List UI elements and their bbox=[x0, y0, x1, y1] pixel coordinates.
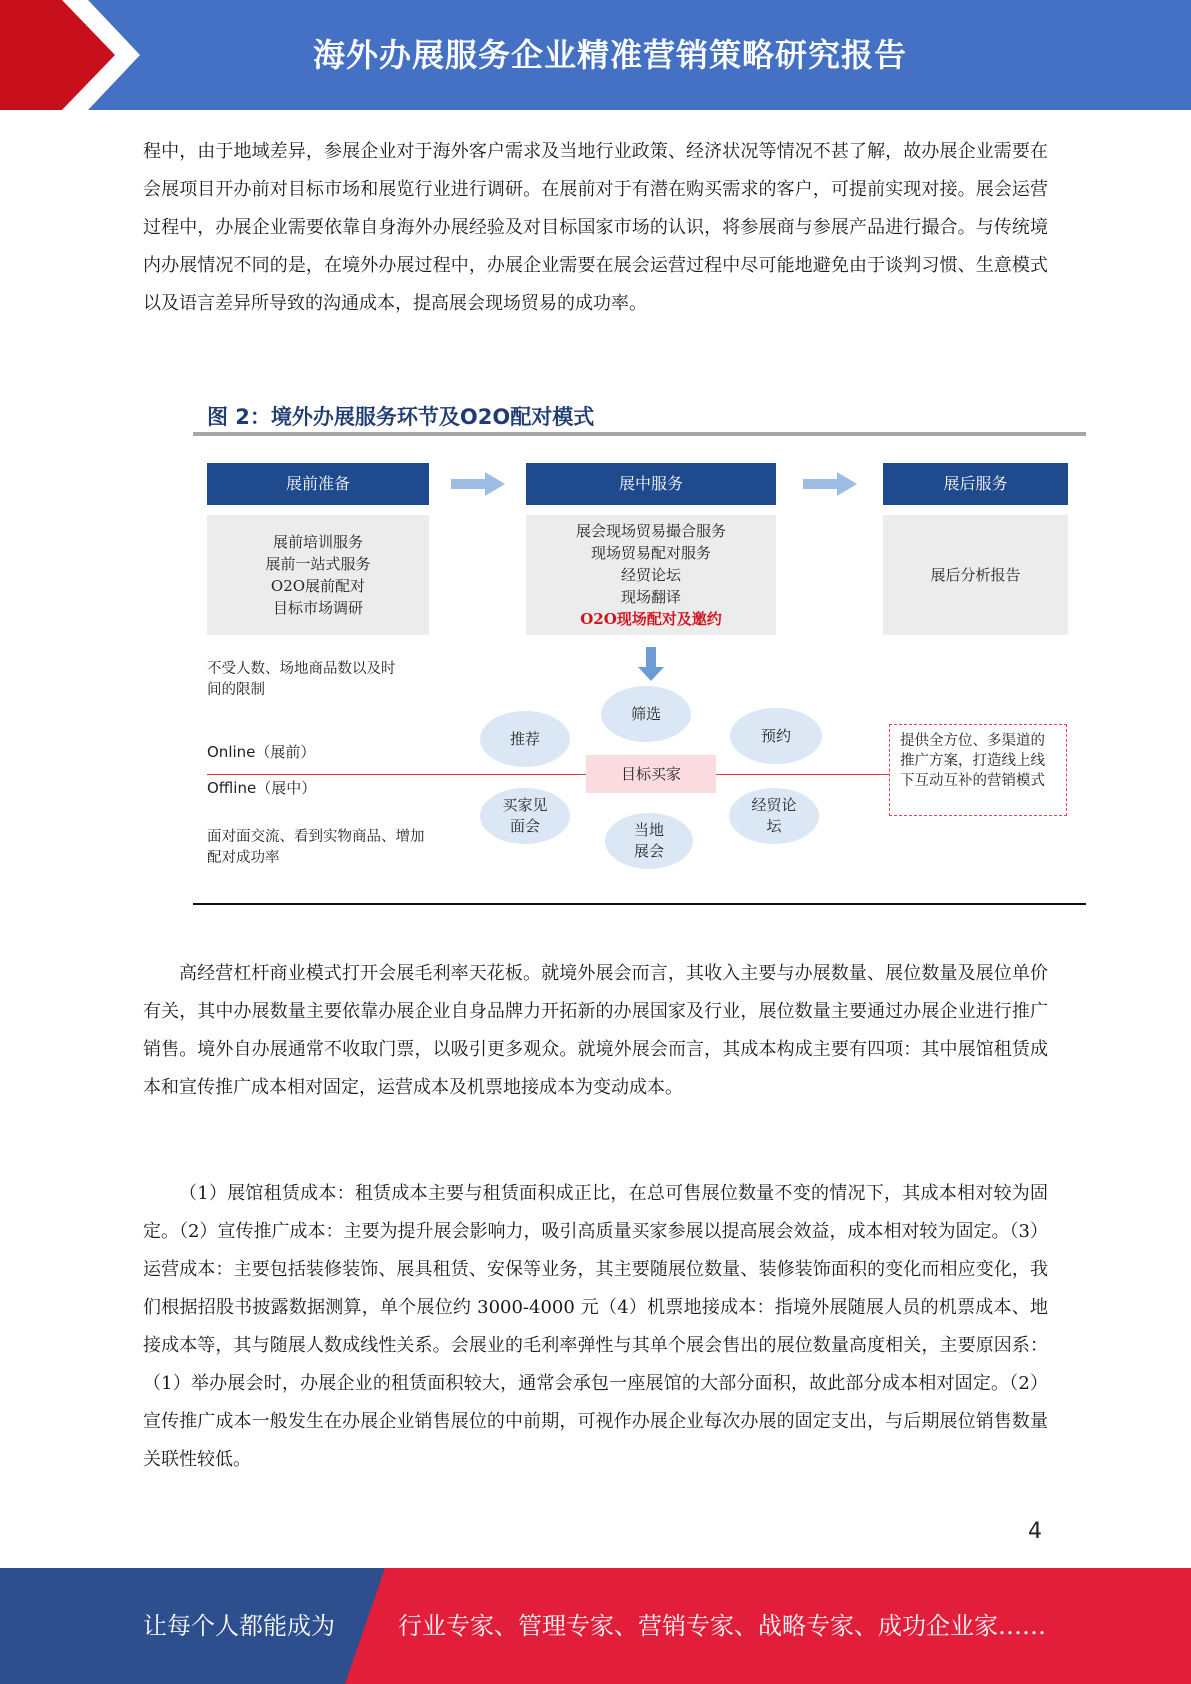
footer-slogan-left: 让每个人都能成为 bbox=[143, 1612, 335, 1640]
page-footer bbox=[0, 1568, 1191, 1684]
down-arrow-icon bbox=[638, 647, 664, 681]
bubble-reserve: 预约 bbox=[730, 708, 822, 764]
figure-title: 图 2：境外办展服务环节及O2O配对模式 bbox=[207, 405, 595, 429]
stage-header-post-show: 展后服务 bbox=[883, 463, 1068, 505]
offline-note: 面对面交流、看到实物商品、增加配对成功率 bbox=[207, 829, 425, 866]
bubble-local-exhibition: 当地展会 bbox=[605, 813, 693, 869]
service-diagram bbox=[193, 393, 1086, 908]
online-offline-divider-left bbox=[207, 774, 586, 775]
offline-label: Offline（展中） bbox=[207, 779, 317, 797]
online-label: Online（展前） bbox=[207, 743, 316, 761]
stage-item: 现场翻译 bbox=[620, 588, 681, 606]
right-arrow-icon bbox=[803, 472, 857, 496]
stage-header-during-show: 展中服务 bbox=[526, 463, 776, 505]
stage-item-highlight: O2O现场配对及邀约 bbox=[580, 610, 722, 628]
stage-header-pre-show: 展前准备 bbox=[207, 463, 429, 505]
stage-item: O2O展前配对 bbox=[270, 577, 366, 595]
stage-item: 目标市场调研 bbox=[272, 599, 363, 617]
bubble-recommend: 推荐 bbox=[480, 711, 570, 767]
online-offline-divider-right bbox=[716, 774, 889, 775]
callout-box: 提供全方位、多渠道的推广方案，打造线上线下互动互补的营销模式 bbox=[889, 724, 1067, 816]
stage-item: 展前一站式服务 bbox=[265, 555, 371, 573]
bubble-buyer-meeting: 买家见面会 bbox=[480, 788, 570, 844]
stage-body-pre-show bbox=[207, 515, 429, 635]
stage-item: 展前培训服务 bbox=[272, 533, 363, 551]
stage-body-post-show bbox=[883, 515, 1068, 635]
page-header bbox=[0, 0, 1191, 110]
stage-item: 展会现场贸易撮合服务 bbox=[575, 522, 726, 540]
header-chevron-decoration bbox=[0, 0, 160, 110]
figure-bottom-rule bbox=[193, 903, 1086, 905]
stage-body-during-show bbox=[526, 515, 776, 635]
figure-top-rule bbox=[193, 432, 1086, 436]
page-number: 4 bbox=[1028, 1519, 1042, 1544]
stage-item: 展后分析报告 bbox=[930, 566, 1021, 584]
body-paragraph: 程中，由于地域差异，参展企业对于海外客户需求及当地行业政策、经济状况等情况不甚了解，故办展企业需要在会展项目开办前对目标市场和展览行业进行调研。在展前对于有潜在购买需求的客户，可提前实现对接。展会运营过程中，办展企业需要依靠自身海外办展经验及对目标国家市场的认识，将参展商与参展产品进行撮合。与传统境内办展情况不同的是，在境外办展过程中，办展企业需要在展会运营过程中尽可能地避免由于谈判习惯、生意模式以及语言差异所导致的沟通成本，提高展会现场贸易的成功率。 bbox=[143, 141, 1048, 314]
body-paragraph: （1）展馆租赁成本：租赁成本主要与租赁面积成正比，在总可售展位数量不变的情况下，其成本相对较为固定。（2）宣传推广成本：主要为提升展会影响力，吸引高质量买家参展以提高展会效益，成本相对较为固定。（3）运营成本：主要包括装修装饰、展具租赁、安保等业务，其主要随展位数量、装修装饰面积的变化而相应变化，我们根据招股书披露数据测算，单个展位约 3000-4000 元（4）机票地接成本：指境外展随展人员的机票成本、地接成本等，其与随展人数成线性关系。会展业的毛利率弹性与其单个展会售出的展位数量高度相关，主要原因系：（1）举办展会时，办展企业的租赁面积较大，通常会承包一座展馆的大部分面积，故此部分成本相对固定。（2）宣传推广成本一般发生在办展企业销售展位的中前期，可视作办展企业每次办展的固定支出，与后期展位销售数量关联性较低。 bbox=[143, 1183, 1048, 1470]
body-paragraph: 高经营杠杆商业模式打开会展毛利率天花板。就境外展会而言，其收入主要与办展数量、展位数量及展位单价有关，其中办展数量主要依靠办展企业自身品牌力开拓新的办展国家及行业，展位数量主要通过办展企业进行推广销售。境外自办展通常不收取门票，以吸引更多观众。就境外展会而言，其成本构成主要有四项：其中展馆租赁成本和宣传推广成本相对固定，运营成本及机票地接成本为变动成本。 bbox=[143, 963, 1048, 1098]
bubble-screen: 筛选 bbox=[601, 686, 691, 742]
stage-item: 现场贸易配对服务 bbox=[590, 544, 711, 562]
stage-item: 经贸论坛 bbox=[620, 566, 681, 584]
online-note: 不受人数、场地商品数以及时间的限制 bbox=[207, 661, 396, 698]
report-title: 海外办展服务企业精准营销策略研究报告 bbox=[312, 36, 907, 74]
bubble-trade-forum: 经贸论坛 bbox=[729, 788, 819, 844]
right-arrow-icon bbox=[451, 472, 505, 496]
footer-slogan-right: 行业专家、管理专家、营销专家、战略专家、成功企业家…… bbox=[398, 1612, 1046, 1640]
target-buyer-box: 目标买家 bbox=[586, 755, 716, 793]
